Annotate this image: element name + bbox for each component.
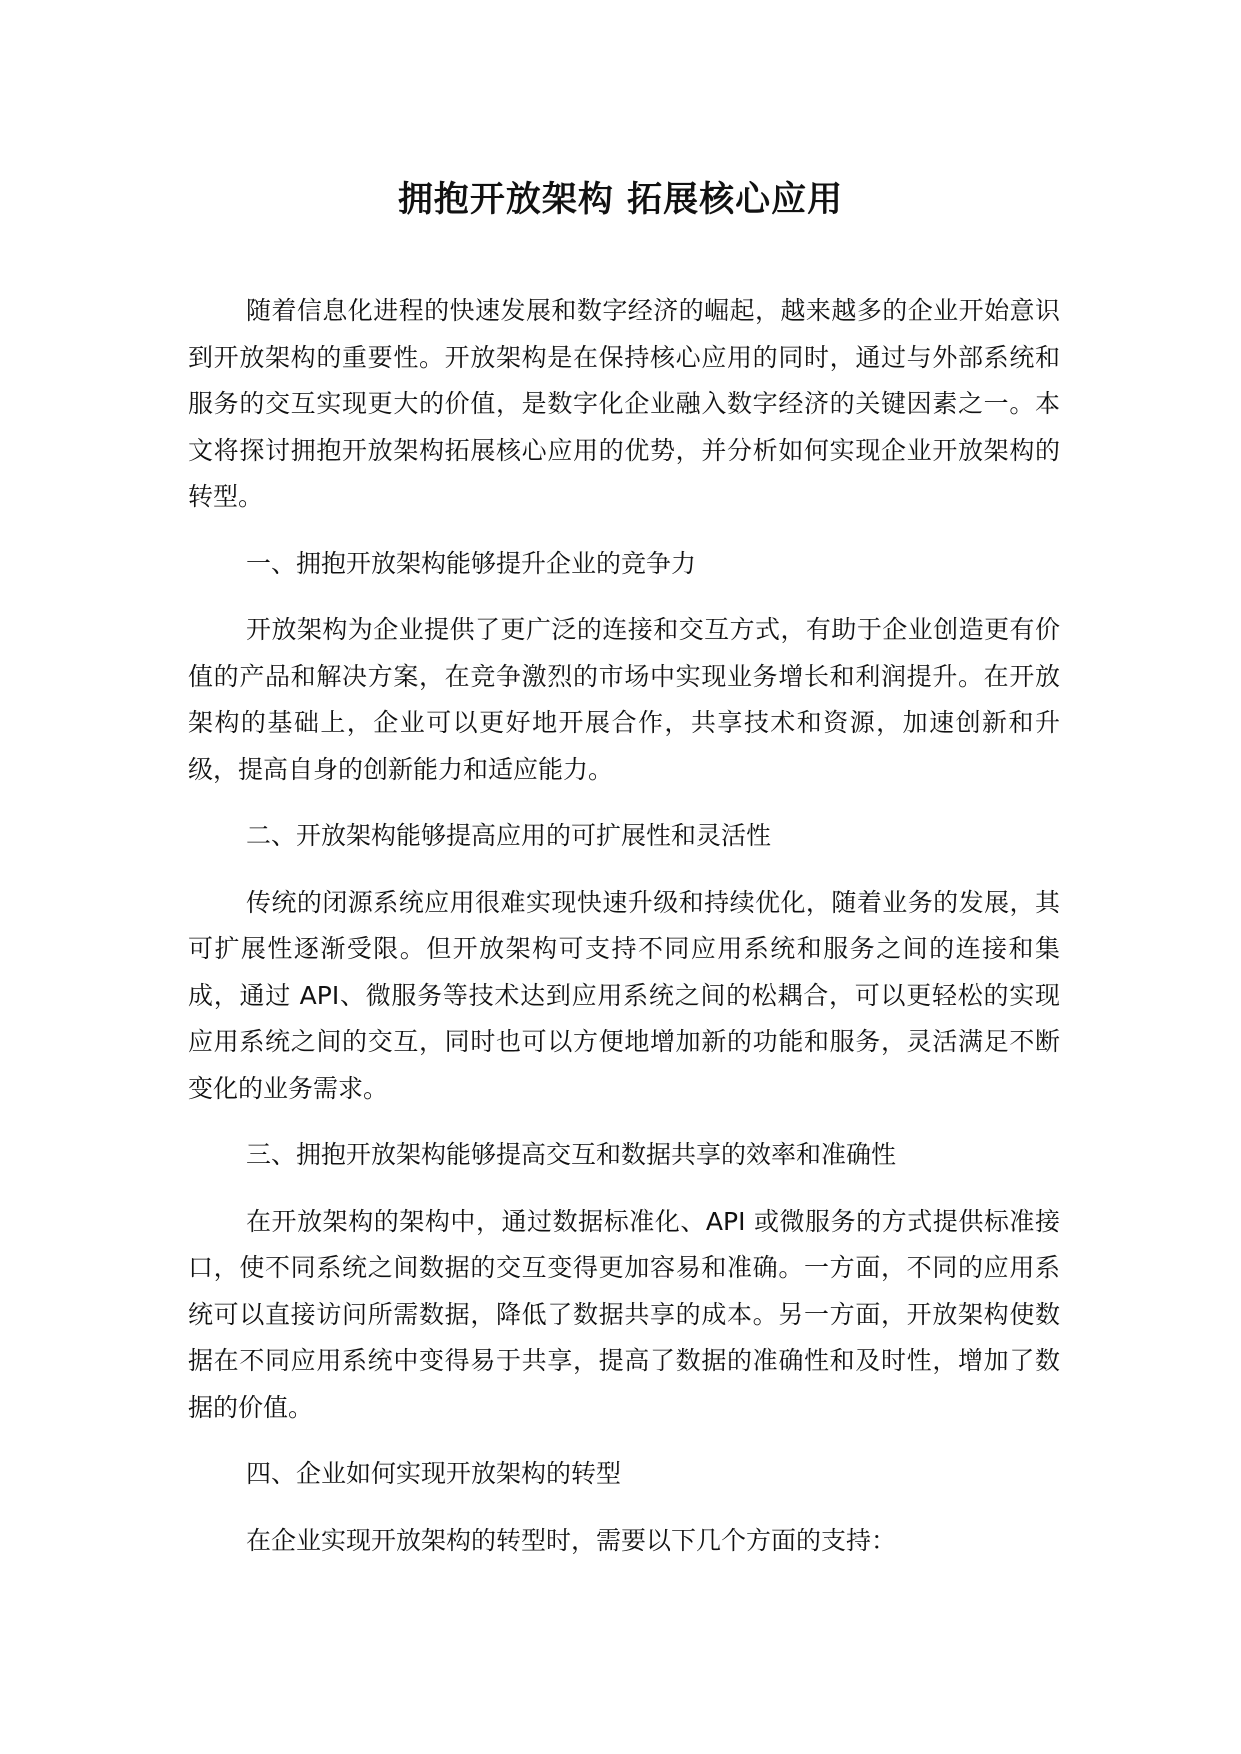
section-heading-4: 四、企业如何实现开放架构的转型 bbox=[246, 1459, 622, 1488]
section-heading-3: 三、拥抱开放架构能够提高交互和数据共享的效率和准确性 bbox=[246, 1140, 897, 1169]
section-2-paragraph: 传统的闭源系统应用很难实现快速升级和持续优化，随着业务的发展，其可扩展性逐渐受限。但开放架构可支持不同应用系统和服务之间的连接和集成，通过 API、微服务等技术达到应用系统之间的松耦合，可以更轻松的实现应用系统之间的交互，同时也可以方便地增加新的功能和服务，灵活满足不断变化的业务需求。 bbox=[188, 887, 1060, 1103]
document-title: 拥抱开放架构 拓展核心应用 bbox=[397, 180, 844, 220]
document-body bbox=[188, 288, 1060, 1584]
section-3-paragraph: 在开放架构的架构中，通过数据标准化、API 或微服务的方式提供标准接口，使不同系统之间数据的交互变得更加容易和准确。一方面，不同的应用系统可以直接访问所需数据，降低了数据共享的成本。另一方面，开放架构使数据在不同应用系统中变得易于共享，提高了数据的准确性和及时性，增加了数据的价值。 bbox=[188, 1206, 1060, 1422]
section-4-paragraph: 在企业实现开放架构的转型时，需要以下几个方面的支持： bbox=[246, 1525, 897, 1555]
section-heading-2: 二、开放架构能够提高应用的可扩展性和灵活性 bbox=[246, 821, 772, 850]
intro-paragraph: 随着信息化进程的快速发展和数字经济的崛起，越来越多的企业开始意识到开放架构的重要性。开放架构是在保持核心应用的同时，通过与外部系统和服务的交互实现更大的价值，是数字化企业融入数字经济的关键因素之一。本文将探讨拥抱开放架构拓展核心应用的优势，并分析如何实现企业开放架构的转型。 bbox=[188, 296, 1060, 511]
section-1-paragraph: 开放架构为企业提供了更广泛的连接和交互方式，有助于企业创造更有价值的产品和解决方案，在竞争激烈的市场中实现业务增长和利润提升。在开放架构的基础上，企业可以更好地开展合作，共享技术和资源，加速创新和升级，提高自身的创新能力和适应能力。 bbox=[188, 615, 1060, 784]
section-heading-1: 一、拥抱开放架构能够提升企业的竞争力 bbox=[246, 548, 697, 578]
